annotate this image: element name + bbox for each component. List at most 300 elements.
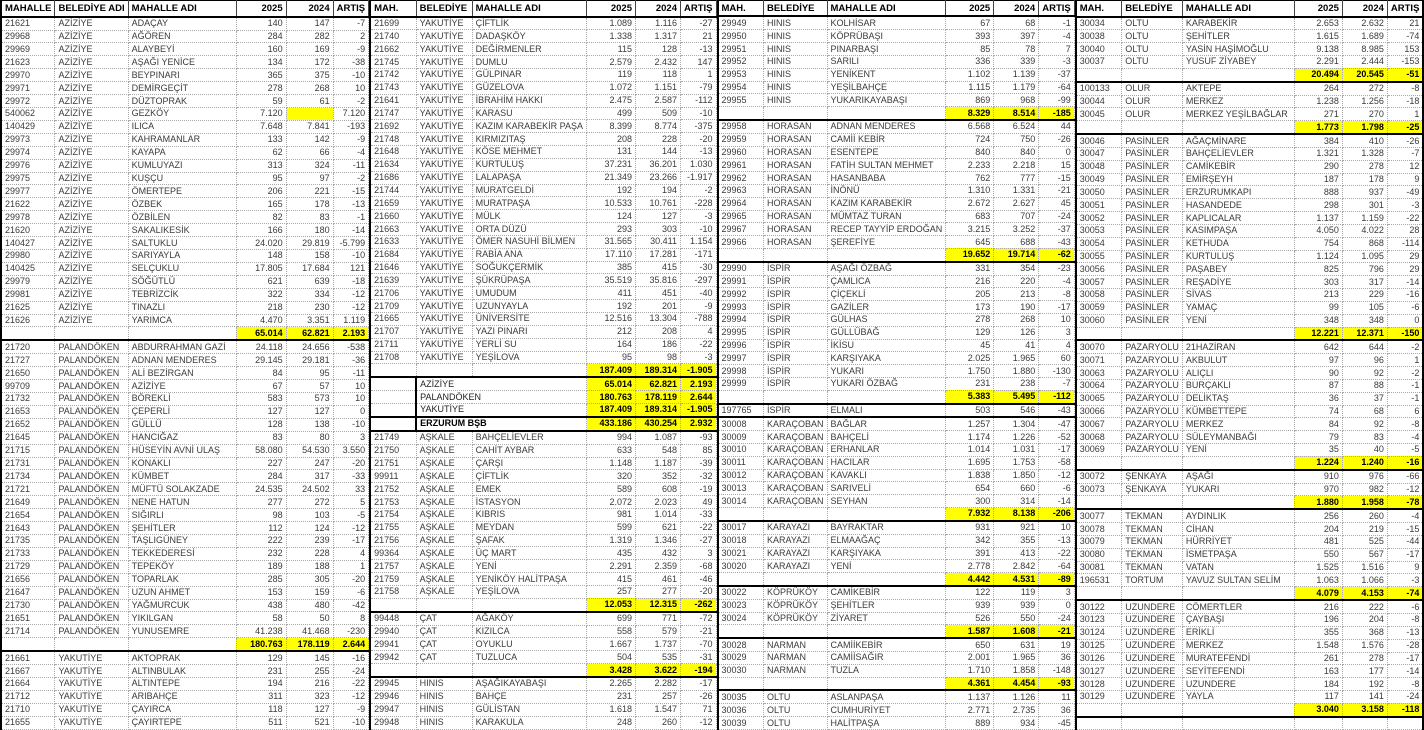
- cell-2024[interactable]: 921: [994, 521, 1039, 534]
- cell-mah-id[interactable]: [1076, 121, 1122, 134]
- cell-belediye[interactable]: OLTU: [764, 717, 828, 730]
- cell-mah-id[interactable]: 30066: [1076, 405, 1122, 418]
- cell-2025[interactable]: 128: [236, 418, 286, 431]
- cell-mah-id[interactable]: 21639: [370, 274, 416, 287]
- cell-2025[interactable]: 869: [946, 94, 994, 107]
- cell-2024[interactable]: 1.317: [636, 30, 681, 43]
- cell-belediye[interactable]: PASİNLER: [1122, 314, 1183, 327]
- cell-artis[interactable]: -8: [1039, 288, 1075, 301]
- cell-mahalle-adi[interactable]: YIKILGAN: [128, 612, 236, 625]
- cell-2025[interactable]: 2.233: [946, 159, 994, 172]
- cell-artis[interactable]: -8: [1387, 82, 1423, 95]
- cell-mah-id[interactable]: 21729: [1, 560, 55, 573]
- cell-2024[interactable]: 410: [1342, 134, 1387, 147]
- cell-2025[interactable]: 642: [1294, 340, 1342, 353]
- cell-2025[interactable]: 825: [1294, 263, 1342, 276]
- cell-mahalle-adi[interactable]: KÖSE MEHMET: [472, 146, 586, 159]
- cell-mah-id[interactable]: [370, 377, 416, 390]
- cell-artis[interactable]: -4: [1387, 509, 1423, 522]
- cell-artis[interactable]: -93: [1039, 677, 1075, 690]
- cell-mahalle-adi[interactable]: GAZİLER: [827, 301, 946, 314]
- cell-2025[interactable]: 1.148: [587, 457, 636, 470]
- cell-mahalle-adi[interactable]: ŞEHİTLER: [827, 599, 946, 612]
- cell-2024[interactable]: 1.608: [994, 625, 1039, 638]
- cell-belediye[interactable]: AZİZİYE: [55, 172, 128, 185]
- cell-artis[interactable]: 121: [333, 262, 369, 275]
- cell-artis[interactable]: -10: [681, 223, 717, 236]
- cell-mah-id[interactable]: 99448: [370, 612, 416, 625]
- cell-belediye[interactable]: YAKUTİYE: [416, 197, 472, 210]
- cell-2025[interactable]: 124: [587, 210, 636, 223]
- cell-2024[interactable]: 1.139: [994, 68, 1039, 81]
- cell-2025[interactable]: 313: [236, 159, 286, 172]
- cell-2025[interactable]: 1.338: [587, 30, 636, 43]
- cell-2025[interactable]: 1.618: [587, 703, 636, 716]
- cell-2024[interactable]: [286, 108, 333, 121]
- cell-mah-id[interactable]: 21727: [1, 354, 55, 367]
- cell-belediye[interactable]: PAZARYOLU: [1122, 418, 1183, 431]
- cell-mah-id[interactable]: 29969: [1, 43, 55, 56]
- cell-artis[interactable]: -49: [1387, 186, 1423, 199]
- cell-artis[interactable]: -7: [1039, 377, 1075, 390]
- cell-artis[interactable]: 0: [1039, 599, 1075, 612]
- cell-mahalle-adi[interactable]: YUKARIKAYABAŞI: [827, 94, 946, 107]
- cell-belediye[interactable]: PASİNLER: [1122, 289, 1183, 302]
- cell-artis[interactable]: 10: [1039, 313, 1075, 326]
- cell-2025[interactable]: 2.291: [587, 560, 636, 573]
- cell-mahalle-adi[interactable]: ŞEREFİYE: [827, 236, 946, 249]
- cell-belediye[interactable]: PALANDÖKEN: [55, 418, 128, 431]
- cell-mahalle-adi[interactable]: SELÇUKLU: [128, 262, 236, 275]
- cell-mahalle-adi[interactable]: ARIBAHÇE: [128, 690, 236, 703]
- cell-2024[interactable]: 127: [286, 703, 333, 716]
- cell-2024[interactable]: 19.714: [994, 248, 1039, 261]
- cell-mah-id[interactable]: 21622: [1, 198, 55, 211]
- cell-belediye[interactable]: AZİZİYE: [55, 56, 128, 69]
- cell-mah-id[interactable]: 30047: [1076, 147, 1122, 160]
- cell-belediye[interactable]: PAZARYOLU: [1122, 444, 1183, 457]
- cell-artis[interactable]: -16: [333, 651, 369, 664]
- cell-mah-id[interactable]: [1076, 68, 1122, 81]
- cell-artis[interactable]: -26: [681, 690, 717, 703]
- cell-artis[interactable]: -27: [681, 534, 717, 547]
- cell-artis[interactable]: -17: [333, 534, 369, 547]
- cell-belediye[interactable]: [55, 327, 128, 340]
- cell-2024[interactable]: 1.880: [994, 365, 1039, 378]
- cell-artis[interactable]: -99: [1039, 94, 1075, 107]
- cell-mah-id[interactable]: [370, 404, 416, 417]
- cell-2025[interactable]: 298: [1294, 199, 1342, 212]
- cell-belediye[interactable]: PALANDÖKEN: [55, 393, 128, 406]
- cell-2024[interactable]: 20.545: [1342, 68, 1387, 81]
- cell-belediye[interactable]: KARAYAZI: [764, 560, 828, 573]
- cell-2024[interactable]: 159: [286, 586, 333, 599]
- cell-belediye[interactable]: PALANDÖKEN: [55, 560, 128, 573]
- cell-mahalle-adi[interactable]: MERKEZ: [1182, 418, 1294, 431]
- cell-mahalle-adi[interactable]: ÜNİVERSİTE: [472, 313, 586, 326]
- cell-mah-id[interactable]: 21623: [1, 56, 55, 69]
- cell-mah-id[interactable]: 29997: [718, 352, 764, 365]
- cell-2025[interactable]: 1.102: [946, 68, 994, 81]
- cell-belediye[interactable]: OLUR: [1122, 82, 1183, 95]
- cell-2025[interactable]: 355: [1294, 626, 1342, 639]
- cell-2024[interactable]: 1.095: [1342, 250, 1387, 263]
- cell-2025[interactable]: 8.399: [587, 120, 636, 133]
- cell-mah-id[interactable]: 30021: [718, 547, 764, 560]
- cell-artis[interactable]: 49: [681, 496, 717, 509]
- cell-mahalle-adi[interactable]: EMEK: [472, 483, 586, 496]
- cell-mah-id[interactable]: 21684: [370, 248, 416, 261]
- cell-mahalle-adi[interactable]: YENİ: [1182, 314, 1294, 327]
- cell-mah-id[interactable]: 30034: [1076, 17, 1122, 30]
- cell-belediye[interactable]: HORASAN: [764, 236, 828, 249]
- cell-mahalle-adi[interactable]: DEĞİRMENLER: [472, 43, 586, 56]
- cell-2025[interactable]: 164: [587, 338, 636, 351]
- cell-belediye[interactable]: [1122, 703, 1183, 716]
- cell-mah-id[interactable]: 29954: [718, 81, 764, 94]
- cell-2024[interactable]: 92: [1342, 367, 1387, 380]
- cell-2024[interactable]: 573: [286, 393, 333, 406]
- cell-belediye[interactable]: OLTU: [1122, 56, 1183, 69]
- cell-belediye[interactable]: PAZARYOLU: [1122, 405, 1183, 418]
- cell-mahalle-adi[interactable]: RABİA ANA: [472, 248, 586, 261]
- cell-artis[interactable]: 10: [1039, 521, 1075, 534]
- cell-artis[interactable]: -9: [333, 43, 369, 56]
- cell-2025[interactable]: 2.771: [946, 704, 994, 717]
- cell-2025[interactable]: 153: [236, 586, 286, 599]
- cell-2025[interactable]: 526: [946, 612, 994, 625]
- cell-mah-id[interactable]: [718, 390, 764, 403]
- cell-artis[interactable]: 12: [1387, 160, 1423, 173]
- col-header-cell-2025[interactable]: 2025: [587, 1, 636, 17]
- cell-mahalle-adi[interactable]: İBRAHİM HAKKI: [472, 94, 586, 107]
- col-header-cell-mah-id[interactable]: MAH.: [370, 1, 416, 17]
- cell-2025[interactable]: 7.120: [236, 108, 286, 121]
- cell-mah-id[interactable]: 29946: [370, 690, 416, 703]
- cell-2024[interactable]: 216: [286, 678, 333, 691]
- cell-mahalle-adi[interactable]: SÜLEYMANBAĞI: [1182, 431, 1294, 444]
- cell-belediye[interactable]: PALANDÖKEN: [55, 405, 128, 418]
- cell-artis[interactable]: 2.644: [681, 391, 717, 404]
- cell-mah-id[interactable]: 30125: [1076, 639, 1122, 652]
- col-header-cell-mahalle-adi[interactable]: MAHALLE ADI: [128, 1, 236, 17]
- cell-2024[interactable]: 138: [286, 418, 333, 431]
- cell-artis[interactable]: -19: [681, 483, 717, 496]
- cell-artis[interactable]: -74: [1387, 587, 1423, 600]
- cell-artis[interactable]: -206: [1039, 508, 1075, 521]
- cell-artis[interactable]: -4: [1039, 275, 1075, 288]
- cell-artis[interactable]: -10: [333, 69, 369, 82]
- cell-artis[interactable]: -16: [1387, 289, 1423, 302]
- cell-2024[interactable]: 178.119: [636, 391, 681, 404]
- cell-belediye[interactable]: YAKUTİYE: [416, 43, 472, 56]
- cell-2024[interactable]: 317: [1342, 276, 1387, 289]
- cell-artis[interactable]: -7: [1387, 147, 1423, 160]
- cell-2025[interactable]: 58: [236, 612, 286, 625]
- cell-2025[interactable]: 204: [1294, 523, 1342, 536]
- cell-mah-id[interactable]: 30129: [1076, 691, 1122, 704]
- cell-2025[interactable]: 20.494: [1294, 68, 1342, 81]
- cell-mahalle-adi[interactable]: ALİ BEZİRGAN: [128, 367, 236, 380]
- cell-2024[interactable]: 270: [1342, 108, 1387, 121]
- cell-2024[interactable]: 317: [286, 470, 333, 483]
- cell-2024[interactable]: 608: [636, 483, 681, 496]
- cell-2024[interactable]: 282: [286, 30, 333, 43]
- cell-artis[interactable]: -52: [1039, 431, 1075, 444]
- cell-artis[interactable]: -1.905: [681, 364, 717, 377]
- cell-mahalle-adi[interactable]: CAMİİSAĞIR: [827, 652, 946, 665]
- cell-belediye[interactable]: KARAÇOBAN: [764, 417, 828, 430]
- cell-2025[interactable]: 29.145: [236, 354, 286, 367]
- cell-belediye[interactable]: HORASAN: [764, 172, 828, 185]
- cell-mah-id[interactable]: 21620: [1, 224, 55, 237]
- cell-mahalle-adi[interactable]: ÇAMLICA: [827, 275, 946, 288]
- cell-mah-id[interactable]: 21752: [370, 483, 416, 496]
- col-header-cell-2025[interactable]: 2025: [1294, 1, 1342, 17]
- cell-belediye[interactable]: YAKUTİYE: [55, 678, 128, 691]
- cell-artis[interactable]: 1.119: [333, 314, 369, 327]
- cell-mah-id[interactable]: 21710: [1, 703, 55, 716]
- cell-2024[interactable]: 3.622: [636, 664, 681, 677]
- cell-2025[interactable]: 2.579: [587, 56, 636, 69]
- cell-mahalle-adi[interactable]: ÇİFTLİK: [472, 470, 586, 483]
- cell-mahalle-adi[interactable]: SEYHAN: [827, 495, 946, 508]
- cell-2024[interactable]: 268: [286, 82, 333, 95]
- cell-2025[interactable]: 232: [236, 547, 286, 560]
- cell-artis[interactable]: -42: [333, 599, 369, 612]
- cell-2025[interactable]: 98: [236, 509, 286, 522]
- cell-mahalle-adi[interactable]: KAVAKLI: [827, 469, 946, 482]
- cell-artis[interactable]: 45: [1039, 197, 1075, 210]
- cell-2024[interactable]: 95: [286, 367, 333, 380]
- cell-belediye[interactable]: AŞKALE: [416, 470, 472, 483]
- cell-mahalle-adi[interactable]: UZUN AHMET: [128, 586, 236, 599]
- cell-mah-id[interactable]: 21750: [370, 444, 416, 457]
- cell-mahalle-adi[interactable]: GÜLİSTAN: [472, 703, 586, 716]
- cell-artis[interactable]: -66: [1387, 470, 1423, 483]
- cell-artis[interactable]: -37: [1039, 223, 1075, 236]
- cell-2024[interactable]: 2.735: [994, 704, 1039, 717]
- cell-2025[interactable]: 1.115: [946, 81, 994, 94]
- cell-2025[interactable]: 196: [1294, 614, 1342, 627]
- cell-mahalle-adi[interactable]: YEŞİLBAHÇE: [827, 81, 946, 94]
- col-header-cell-mah-id[interactable]: MAH.: [718, 1, 764, 17]
- cell-2024[interactable]: 976: [1342, 470, 1387, 483]
- cell-2025[interactable]: 90: [1294, 367, 1342, 380]
- cell-mahalle-adi[interactable]: CAMİKEBİR: [1182, 160, 1294, 173]
- cell-mah-id[interactable]: 21626: [1, 314, 55, 327]
- cell-mahalle-adi[interactable]: BAHÇELİEVLER: [472, 431, 586, 444]
- cell-belediye[interactable]: AZİZİYE: [55, 17, 128, 30]
- cell-artis[interactable]: -23: [1039, 262, 1075, 275]
- cell-mah-id[interactable]: 29981: [1, 288, 55, 301]
- cell-2025[interactable]: 435: [587, 547, 636, 560]
- cell-artis[interactable]: -297: [681, 274, 717, 287]
- cell-belediye[interactable]: [764, 508, 828, 521]
- cell-mahalle-adi[interactable]: YAMAÇ: [1182, 301, 1294, 314]
- cell-belediye[interactable]: HORASAN: [764, 210, 828, 223]
- cell-2024[interactable]: 268: [994, 313, 1039, 326]
- cell-mahalle-adi[interactable]: EMİRŞEYH: [1182, 173, 1294, 186]
- cell-belediye[interactable]: TEKMAN: [1122, 509, 1183, 522]
- cell-artis[interactable]: -194: [681, 664, 717, 677]
- cell-2025[interactable]: 336: [946, 55, 994, 68]
- cell-mahalle-adi[interactable]: HALİTPAŞA: [827, 717, 946, 730]
- cell-mah-id[interactable]: 21756: [370, 534, 416, 547]
- cell-2024[interactable]: 397: [994, 30, 1039, 43]
- cell-artis[interactable]: -70: [681, 638, 717, 651]
- cell-mah-id[interactable]: 29955: [718, 94, 764, 107]
- cell-artis[interactable]: -2: [333, 172, 369, 185]
- cell-2024[interactable]: 355: [994, 534, 1039, 547]
- cell-mahalle-adi[interactable]: YAVUZ SULTAN SELİM: [1182, 574, 1294, 587]
- cell-belediye[interactable]: YAKUTİYE: [55, 651, 128, 664]
- cell-mah-id[interactable]: 21715: [1, 444, 55, 457]
- cell-2025[interactable]: 888: [1294, 186, 1342, 199]
- col-header-cell-mahalle-adi[interactable]: MAHALLE ADI: [1182, 1, 1294, 17]
- cell-artis[interactable]: -43: [1039, 236, 1075, 249]
- cell-2024[interactable]: 189.314: [636, 364, 681, 377]
- cell-belediye[interactable]: AŞKALE: [416, 586, 472, 599]
- cell-artis[interactable]: -64: [1039, 81, 1075, 94]
- cell-mah-id[interactable]: 30128: [1076, 678, 1122, 691]
- cell-mah-id[interactable]: 30072: [1076, 470, 1122, 483]
- cell-2024[interactable]: 579: [636, 625, 681, 638]
- cell-mah-id[interactable]: 29962: [718, 172, 764, 185]
- cell-2025[interactable]: 7.648: [236, 120, 286, 133]
- cell-2024[interactable]: 631: [994, 638, 1039, 651]
- cell-2025[interactable]: 438: [236, 599, 286, 612]
- cell-mahalle-adi[interactable]: ÖMERTEPE: [128, 185, 236, 198]
- cell-mahalle-adi[interactable]: KURTULUŞ: [472, 158, 586, 171]
- cell-mah-id[interactable]: 30068: [1076, 431, 1122, 444]
- cell-2024[interactable]: 1.014: [636, 508, 681, 521]
- cell-belediye[interactable]: AŞKALE: [416, 457, 472, 470]
- cell-artis[interactable]: -51: [1387, 68, 1423, 81]
- cell-2025[interactable]: 621: [236, 275, 286, 288]
- cell-2024[interactable]: 36.201: [636, 158, 681, 171]
- cell-mahalle-adi[interactable]: ILICA: [128, 120, 236, 133]
- cell-2024[interactable]: 96: [1342, 354, 1387, 367]
- cell-mah-id[interactable]: 21711: [370, 338, 416, 351]
- cell-mahalle-adi[interactable]: UMUDUM: [472, 287, 586, 300]
- cell-mahalle-adi[interactable]: KAHRAMANLAR: [128, 133, 236, 146]
- cell-mahalle-adi[interactable]: [472, 598, 586, 611]
- cell-belediye[interactable]: [416, 364, 472, 377]
- cell-mahalle-adi[interactable]: KIBRIS: [472, 508, 586, 521]
- cell-mah-id[interactable]: 21633: [370, 235, 416, 248]
- cell-2024[interactable]: 301: [1342, 199, 1387, 212]
- cell-belediye[interactable]: HORASAN: [764, 223, 828, 236]
- cell-artis[interactable]: -13: [681, 43, 717, 56]
- col-header-cell-2025[interactable]: 2025: [946, 1, 994, 17]
- cell-mahalle-adi[interactable]: HANCIĞAZ: [128, 431, 236, 444]
- cell-2024[interactable]: 194: [636, 184, 681, 197]
- cell-2025[interactable]: 12.221: [1294, 327, 1342, 340]
- cell-mah-id[interactable]: 30009: [718, 431, 764, 444]
- cell-mahalle-adi[interactable]: GÜLPINAR: [472, 68, 586, 81]
- cell-mahalle-adi[interactable]: RECEP TAYYİP ERDOĞAN: [827, 223, 946, 236]
- cell-mahalle-adi[interactable]: AŞAĞI ÖZBAĞ: [827, 262, 946, 275]
- cell-2024[interactable]: 278: [1342, 160, 1387, 173]
- cell-belediye[interactable]: PASİNLER: [1122, 173, 1183, 186]
- cell-artis[interactable]: -25: [1387, 121, 1423, 134]
- col-header-cell-belediye[interactable]: BELEDİYE: [416, 1, 472, 17]
- col-header-cell-2024[interactable]: 2024: [286, 1, 333, 17]
- cell-artis[interactable]: 3: [1039, 326, 1075, 339]
- cell-artis[interactable]: -171: [681, 248, 717, 261]
- cell-mahalle-adi[interactable]: ÇAYBAŞI: [1182, 614, 1294, 627]
- cell-mahalle-adi[interactable]: SALTUKLU: [128, 237, 236, 250]
- cell-artis[interactable]: 44: [1039, 120, 1075, 133]
- cell-artis[interactable]: 85: [681, 444, 717, 457]
- cell-2024[interactable]: 178: [1342, 173, 1387, 186]
- cell-2025[interactable]: 981: [587, 508, 636, 521]
- cell-mah-id[interactable]: 21749: [370, 431, 416, 444]
- cell-2024[interactable]: 1.066: [1342, 574, 1387, 587]
- cell-mahalle-adi[interactable]: [1182, 587, 1294, 600]
- cell-belediye[interactable]: [1122, 121, 1183, 134]
- cell-belediye[interactable]: KARAÇOBAN: [764, 456, 828, 469]
- cell-2024[interactable]: 66: [286, 146, 333, 159]
- cell-2025[interactable]: 931: [946, 521, 994, 534]
- cell-artis[interactable]: -21: [1039, 625, 1075, 638]
- cell-belediye[interactable]: HINIS: [764, 55, 828, 68]
- cell-mah-id[interactable]: 21759: [370, 573, 416, 586]
- cell-belediye[interactable]: YAKUTİYE: [416, 158, 472, 171]
- cell-2025[interactable]: 2.672: [946, 197, 994, 210]
- cell-artis[interactable]: 29: [1387, 263, 1423, 276]
- cell-2025[interactable]: 2.778: [946, 560, 994, 573]
- cell-mah-id[interactable]: 29942: [370, 651, 416, 664]
- cell-artis[interactable]: -30: [681, 261, 717, 274]
- cell-belediye[interactable]: YAKUTİYE: [416, 351, 472, 364]
- cell-2025[interactable]: 654: [946, 482, 994, 495]
- cell-artis[interactable]: -17: [1387, 548, 1423, 561]
- cell-artis[interactable]: -89: [1039, 573, 1075, 586]
- cell-belediye[interactable]: [55, 638, 128, 651]
- cell-mah-id[interactable]: 29959: [718, 133, 764, 146]
- cell-mahalle-adi[interactable]: AĞAKÖY: [472, 612, 586, 625]
- cell-belediye[interactable]: PASİNLER: [1122, 250, 1183, 263]
- cell-mahalle-adi[interactable]: YARIMCA: [128, 314, 236, 327]
- cell-belediye[interactable]: YAKUTİYE: [416, 94, 472, 107]
- cell-mah-id[interactable]: 21735: [1, 534, 55, 547]
- cell-mah-id[interactable]: 30023: [718, 599, 764, 612]
- cell-2024[interactable]: 368: [1342, 626, 1387, 639]
- cell-mah-id[interactable]: 30024: [718, 612, 764, 625]
- cell-2025[interactable]: 278: [946, 313, 994, 326]
- cell-mah-id[interactable]: 30022: [718, 586, 764, 599]
- cell-mah-id[interactable]: 30039: [718, 717, 764, 730]
- cell-2025[interactable]: 5.383: [946, 390, 994, 403]
- cell-2024[interactable]: 1.576: [1342, 639, 1387, 652]
- cell-mahalle-adi[interactable]: ALAYBEYİ: [128, 43, 236, 56]
- cell-mahalle-adi[interactable]: GÜLLÜBAĞ: [827, 326, 946, 339]
- cell-mah-id[interactable]: 21645: [1, 431, 55, 444]
- cell-2024[interactable]: 2.842: [994, 560, 1039, 573]
- cell-mahalle-adi[interactable]: DUMLU: [472, 56, 586, 69]
- cell-mah-id[interactable]: [370, 364, 416, 377]
- cell-artis[interactable]: -58: [1039, 456, 1075, 469]
- cell-mah-id[interactable]: 30051: [1076, 199, 1122, 212]
- cell-mah-id[interactable]: 29974: [1, 146, 55, 159]
- cell-belediye[interactable]: ERZURUM BŞB: [416, 417, 586, 431]
- cell-2024[interactable]: 352: [636, 470, 681, 483]
- cell-mah-id[interactable]: 30073: [1076, 483, 1122, 496]
- cell-2025[interactable]: 95: [236, 172, 286, 185]
- cell-mahalle-adi[interactable]: CAMİİ KEBİR: [827, 133, 946, 146]
